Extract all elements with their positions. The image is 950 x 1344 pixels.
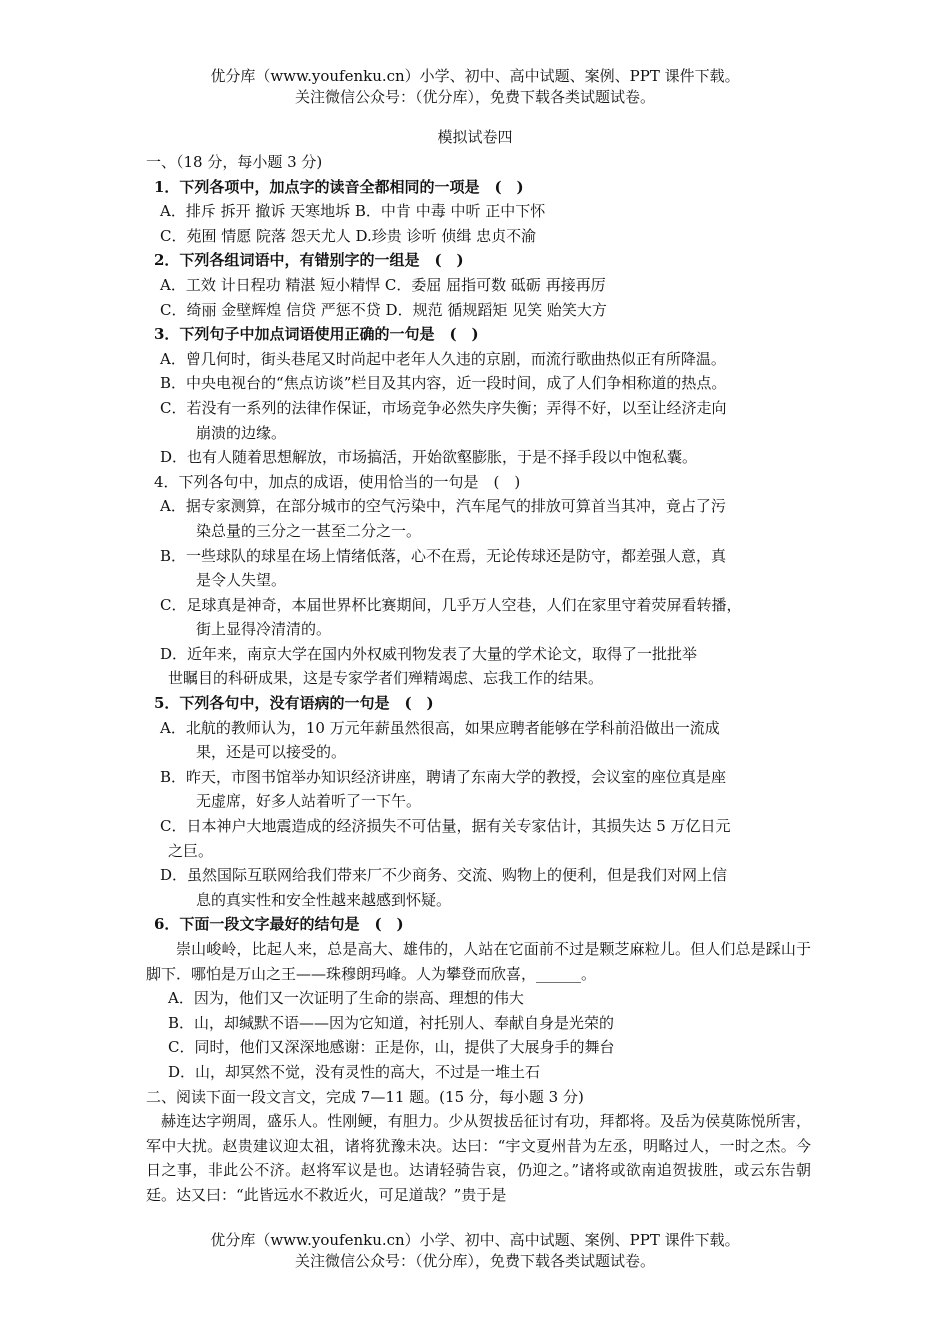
question-6-passage-end: 。 (581, 964, 597, 983)
question-5-option-a-cont: 果，还是可以接受的。 (196, 743, 347, 762)
question-5-option-c: C．日本神户大地震造成的经济损失不可估量，据有关专家估计，其损失达 5 万亿日元 (160, 817, 731, 836)
question-5-option-b-cont: 无虚席，好多人站着听了一下午。 (196, 792, 422, 811)
question-1-stem: 1．下列各项中，加点字的读音全都相同的一项是 ( ) (154, 177, 524, 196)
question-5-option-a: A．北航的教师认为，10 万元年薪虽然很高，如果应聘者能够在学科前沿做出一流成 (160, 718, 720, 737)
classical-passage: 赫连达字朔周，盛乐人。性刚鲠，有胆力。少从贺拔岳征讨有功，拜都将。及岳为侯莫陈悦所害，军中大扰。赵贵建议迎太祖，诸将犹豫未决。达曰：“宇文夏州昔为左丞，明略过人，一时之杰。今日之事，非此公不济。赵将军议是也。达请轻骑告哀，仍迎之。”诸将或欲南追贺拔胜，或云东告朝廷。达又曰：“此皆远水不救近火，可足道哉？”贵于是 (146, 1112, 811, 1204)
question-6-option-c: C．同时，他们又深深地感谢：正是你，山，提供了大展身手的舞台 (168, 1038, 615, 1057)
question-3-option-c: C．若没有一系列的法律作保证，市场竞争必然失序失衡；弄得不好，以至让经济走向 (160, 398, 727, 417)
question-3-option-b: B．中央电视台的“焦点访谈”栏目及其内容，近一段时间，成了人们争相称道的热点。 (160, 374, 727, 393)
question-1-options-line-2: C．苑囿 情愿 院落 怨天尤人 D.珍贵 诊听 侦缉 忠贞不渝 (160, 226, 537, 245)
question-2-options-line-1: A．工效 计日程功 精湛 短小精悍 C．委屈 屈指可数 砥砺 再接再厉 (160, 275, 606, 294)
question-4-option-d: D．近年来，南京大学在国内外权威刊物发表了大量的学术论文，取得了一批批举 (160, 644, 698, 663)
question-6-option-d: D．山，却冥然不觉，没有灵性的高大，不过是一堆土石 (168, 1062, 541, 1081)
question-6-stem: 6．下面一段文字最好的结句是 ( ) (154, 915, 404, 934)
question-4-option-a-cont: 染总量的三分之一甚至二分之一。 (196, 521, 422, 540)
header-line-1: 优分库（www.youfenku.cn）小学、初中、高中试题、案例、PPT 课件下载。 (210, 67, 740, 85)
question-4-option-c-cont: 街上显得冷清清的。 (196, 620, 332, 639)
section-2-heading: 二、阅读下面一段文言文，完成 7—11 题。(15 分，每小题 3 分) (146, 1087, 584, 1106)
question-3-option-a: A．曾几何时，街头巷尾又时尚起中老年人久违的京剧，而流行歌曲热似正有所降温。 (160, 349, 726, 368)
header-line-2: 关注微信公众号：（优分库），免费下载各类试题试卷。 (294, 88, 655, 106)
question-3-stem: 3．下列句子中加点词语使用正确的一句是 ( ) (154, 325, 479, 344)
question-4-option-c: C．足球真是神奇，本届世界杯比赛期间，几乎万人空巷，人们在家里守着荧屏看转播， (160, 595, 742, 614)
page-header (0, 66, 950, 108)
question-4-stem: 4．下列各句中，加点的成语，使用恰当的一句是 ( ) (154, 472, 521, 491)
question-5-option-d: D．虽然国际互联网给我们带来厂不少商务、交流、购物上的便利，但是我们对网上信 (160, 866, 728, 885)
question-4-option-a: A．据专家测算，在部分城市的空气污染中，汽车尾气的排放可算首当其冲，竟占了污 (160, 497, 726, 516)
question-3-option-c-cont: 崩溃的边缘。 (196, 423, 287, 442)
question-5-option-c-cont: 之巨。 (168, 841, 214, 860)
question-6-option-a: A．因为，他们又一次证明了生命的崇高、理想的伟大 (168, 989, 524, 1008)
document-body (146, 150, 811, 1208)
question-6-passage (146, 937, 811, 986)
document-title: 模拟试卷四 (437, 128, 513, 146)
question-2-options-line-2: C．绮丽 金壁辉煌 信贷 严惩不贷 D．规范 循规蹈矩 见笑 贻笑大方 (160, 300, 607, 319)
page-footer (0, 1230, 950, 1272)
footer-line-1: 优分库（www.youfenku.cn）小学、初中、高中试题、案例、PPT 课件下载。 (210, 1231, 740, 1249)
question-5-option-b: B．昨天，市图书馆举办知识经济讲座，聘请了东南大学的教授，会议室的座位真是座 (160, 767, 727, 786)
question-6-option-b: B．山，却缄默不语——因为它知道，衬托别人、奉献自身是光荣的 (168, 1013, 615, 1032)
question-4-option-b: B．一些球队的球星在场上情绪低落，心不在焉，无论传球还是防守，都差强人意，真 (160, 546, 727, 565)
section-1-heading: 一、（18 分，每小题 3 分) (146, 153, 323, 171)
question-5-stem: 5．下列各句中，没有语病的一句是 ( ) (154, 694, 434, 713)
question-2-stem: 2．下列各组词语中，有错别字的一组是 ( ) (154, 251, 464, 270)
question-4-option-d-cont: 世瞩目的科研成果，这是专家学者们殚精竭虑、忘我工作的结果。 (168, 669, 604, 688)
question-4-option-b-cont: 是令人失望。 (196, 571, 287, 590)
question-1-options-line-1: A．排斥 拆开 撤诉 天寒地坼 B．中肯 中毒 中听 正中下怀 (160, 202, 546, 221)
question-6-passage-text: 崇山峻岭，比起人来，总是高大、雄伟的，人站在它面前不过是颗芝麻粒儿。但人们总是踩山于脚下．哪怕是万山之王——珠穆朗玛峰。人为攀登而欣喜， (146, 940, 811, 983)
question-3-option-d: D．也有人随着思想解放，市场搞活，开始欲壑膨胀，于是不择手段以中饱私囊。 (160, 448, 698, 467)
footer-line-2: 关注微信公众号：（优分库），免费下载各类试题试卷。 (294, 1252, 655, 1270)
question-5-option-d-cont: 息的真实性和安全性越来越感到怀疑。 (196, 890, 452, 909)
answer-blank: ______ (536, 964, 582, 983)
